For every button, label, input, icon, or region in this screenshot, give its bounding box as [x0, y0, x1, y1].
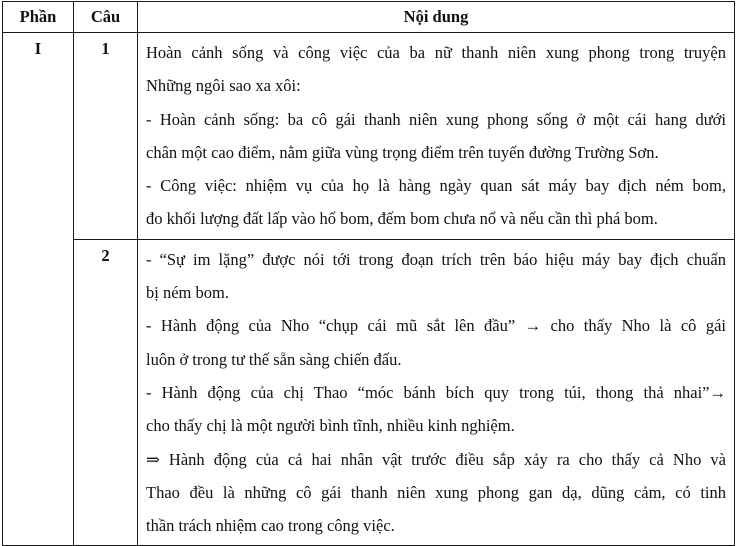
- content-line: - “Sự im lặng” được nói tới trong đoạn trích trên báo hiệu máy bay địch chuẩn: [146, 249, 726, 269]
- content-line: - Hành động của chị Thao “móc bánh bích quy trong túi, thong thả nhai”→: [146, 382, 726, 402]
- content-line: - Hoàn cảnh sống: ba cô gái thanh niên xung phong sống ở một cái hang dưới: [146, 109, 726, 129]
- part-cell: I: [3, 33, 74, 546]
- content-line: cho thấy chị là một người bình tĩnh, nhiều kinh nghiệm.: [146, 416, 515, 436]
- content-line: đo khối lượng đất lấp vào hố bom, đếm bom chưa nổ và nếu cần thì phá bom.: [146, 209, 658, 229]
- content-line: chân một cao điểm, nằm giữa vùng trọng điểm trên tuyến đường Trường Sơn.: [146, 142, 659, 162]
- content-line: - Hành động của Nho “chụp cái mũ sắt lên đầu” → cho thấy Nho là cô gái: [146, 316, 726, 336]
- header-part: Phần: [3, 2, 74, 33]
- content-line: Những ngôi sao xa xôi:: [146, 76, 301, 96]
- table-row: [3, 33, 735, 240]
- content-cell: [138, 239, 735, 546]
- content-line: Hoàn cảnh sống và công việc của ba nữ thanh niên xung phong trong truyện: [146, 43, 726, 62]
- answer-table: [2, 1, 735, 546]
- header-question: Câu: [74, 2, 138, 33]
- content-line: - Công việc: nhiệm vụ của họ là hàng ngày quan sát máy bay địch ném bom,: [146, 176, 726, 196]
- header-content: Nội dung: [138, 2, 735, 33]
- question-cell: 2: [74, 239, 138, 546]
- header-row: [3, 2, 735, 33]
- content-line: ⇒ Hành động của cả hai nhân vật trước điều sắp xảy ra cho thấy cả Nho và: [146, 449, 726, 469]
- question-cell: 1: [74, 33, 138, 240]
- table-row: [3, 239, 735, 546]
- content-line: luôn ở trong tư thế sẵn sàng chiến đấu.: [146, 349, 402, 369]
- content-line: thần trách nhiệm cao trong công việc.: [146, 516, 395, 536]
- content-line: Thao đều là những cô gái thanh niên xung phong gan dạ, dũng cảm, có tinh: [146, 482, 726, 502]
- content-line: bị ném bom.: [146, 283, 229, 303]
- content-cell: [138, 33, 735, 240]
